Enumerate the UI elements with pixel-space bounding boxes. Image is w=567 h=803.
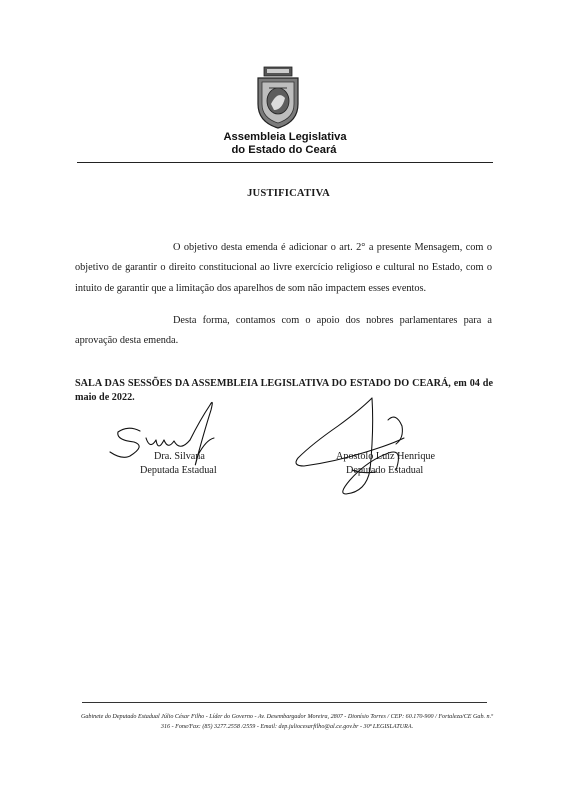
signatory-2-role: Deputado Estadual bbox=[346, 465, 424, 476]
signatory-2-name: Apostolo Luiz Henrique bbox=[336, 451, 436, 462]
closing-statement: SALA DAS SESSÕES DA ASSEMBLEIA LEGISLATIVA DO ESTADO DO CEARÁ, em 04 de maio de 2022. bbox=[75, 378, 493, 403]
organization-name: Assembleia Legislativa bbox=[223, 131, 347, 143]
header-divider bbox=[77, 162, 493, 163]
footer-contact: Gabinete do Deputado Estadual Júlio César Filho - Líder do Governo - Av. Desembargador Moreira, 2807 - Dionísio Torres / CEP: 60.170-900 / Fortaleza/CE Gab. n.º 316 - Fone/Fax: (85) 3277.2558 /2559 - Email: dep.juliocesarfilho@al.ce.gov.br - 30ª LEGISLATURA. bbox=[80, 714, 494, 730]
document-title: JUSTIFICATIVA bbox=[247, 188, 330, 199]
footer-divider bbox=[82, 702, 487, 703]
signatory-1-role: Deputada Estadual bbox=[140, 465, 217, 476]
coat-of-arms-icon bbox=[255, 66, 301, 130]
body-paragraph-2: Desta forma, contamos com o apoio dos nobres parlamentares para a aprovação desta emenda. bbox=[75, 315, 492, 347]
signature-2-scribble bbox=[296, 398, 404, 494]
organization-state: do Estado do Ceará bbox=[231, 144, 337, 156]
signatory-1-name: Dra. Silvana bbox=[154, 451, 205, 462]
body-paragraph-1: O objetivo desta emenda é adicionar o art. 2° a presente Mensagem, com o objetivo de garantir o direito constitucional ao livre exercício religioso e cultural no Estado, com o intuito de garantir que a limitação dos aparelhos de som não impactem esses eventos. bbox=[75, 242, 492, 294]
